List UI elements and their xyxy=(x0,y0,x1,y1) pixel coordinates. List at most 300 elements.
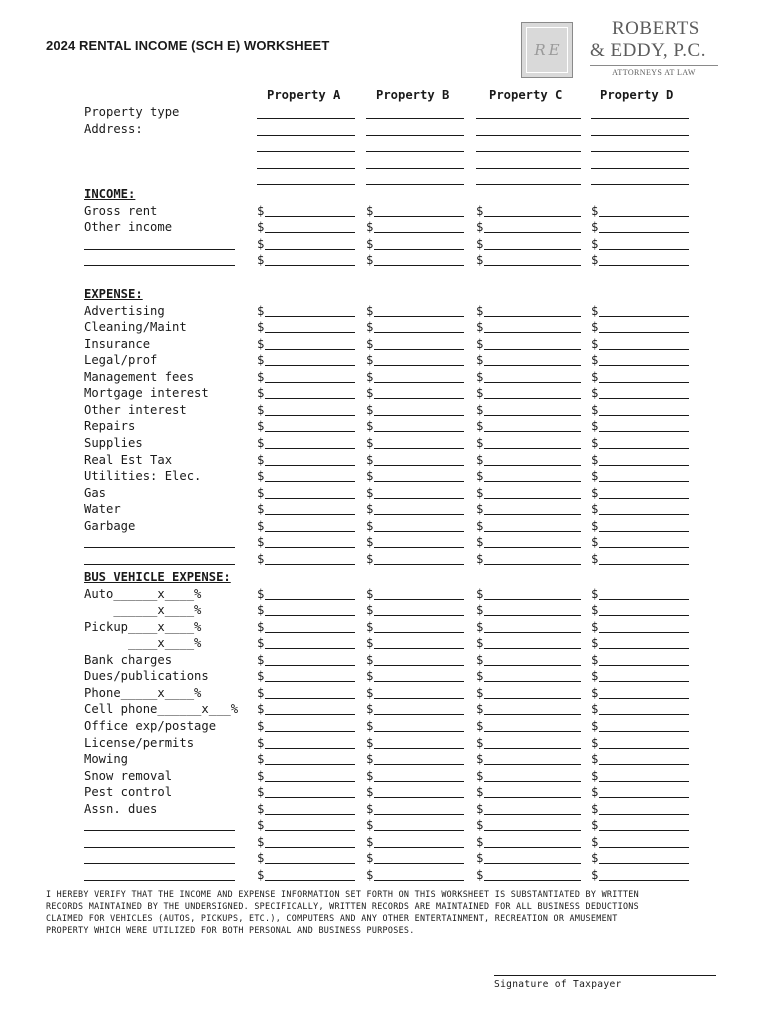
amount-field-property-b[interactable] xyxy=(366,304,373,318)
amount-underline xyxy=(484,415,581,416)
currency-symbol: $ xyxy=(366,419,374,434)
amount-underline xyxy=(599,514,689,515)
amount-field-property-b[interactable] xyxy=(366,785,373,799)
amount-field-property-d[interactable] xyxy=(591,851,598,865)
amount-field-property-c[interactable] xyxy=(476,469,483,483)
amount-field-property-b[interactable] xyxy=(366,686,373,700)
amount-field-property-b[interactable] xyxy=(366,868,373,882)
amount-underline xyxy=(265,232,355,233)
amount-field-property-c[interactable] xyxy=(476,785,483,799)
property-c-info-line[interactable] xyxy=(476,168,581,169)
currency-symbol: $ xyxy=(366,669,374,684)
currency-symbol: $ xyxy=(476,768,484,783)
amount-field-property-d[interactable] xyxy=(591,370,598,384)
property-a-info-line[interactable] xyxy=(257,168,355,169)
amount-underline xyxy=(374,265,464,266)
amount-field-property-a[interactable] xyxy=(257,587,264,601)
currency-symbol: $ xyxy=(591,452,599,467)
currency-symbol: $ xyxy=(257,336,265,351)
amount-underline xyxy=(484,880,581,881)
amount-field-property-a[interactable] xyxy=(257,486,264,500)
amount-underline xyxy=(265,764,355,765)
amount-field-property-a[interactable] xyxy=(257,752,264,766)
amount-field-property-c[interactable] xyxy=(476,818,483,832)
amount-underline xyxy=(265,365,355,366)
amount-field-property-a[interactable] xyxy=(257,603,264,617)
amount-field-property-b[interactable] xyxy=(366,453,373,467)
amount-field-property-b[interactable] xyxy=(366,353,373,367)
amount-underline xyxy=(484,681,581,682)
amount-field-property-c[interactable] xyxy=(476,486,483,500)
amount-underline xyxy=(484,847,581,848)
amount-field-property-a[interactable] xyxy=(257,469,264,483)
amount-field-property-d[interactable] xyxy=(591,469,598,483)
currency-symbol: $ xyxy=(476,551,484,566)
amount-field-property-b[interactable] xyxy=(366,502,373,516)
vehicle-expense-heading: BUS VEHICLE EXPENSE: xyxy=(84,570,231,584)
amount-underline xyxy=(265,814,355,815)
amount-field-property-c[interactable] xyxy=(476,436,483,450)
currency-symbol: $ xyxy=(257,303,265,318)
row-label: Water xyxy=(84,502,121,517)
amount-field-property-b[interactable] xyxy=(366,851,373,865)
custom-label-line[interactable] xyxy=(84,830,235,831)
amount-field-property-b[interactable] xyxy=(366,237,373,251)
amount-field-property-d[interactable] xyxy=(591,253,598,267)
amount-field-property-b[interactable] xyxy=(366,320,373,334)
currency-symbol: $ xyxy=(257,220,265,235)
currency-symbol: $ xyxy=(257,485,265,500)
currency-symbol: $ xyxy=(366,586,374,601)
amount-field-property-d[interactable] xyxy=(591,337,598,351)
amount-field-property-c[interactable] xyxy=(476,502,483,516)
amount-field-property-c[interactable] xyxy=(476,453,483,467)
amount-field-property-b[interactable] xyxy=(366,337,373,351)
currency-symbol: $ xyxy=(366,718,374,733)
amount-field-property-a[interactable] xyxy=(257,353,264,367)
amount-field-property-d[interactable] xyxy=(591,320,598,334)
amount-field-property-a[interactable] xyxy=(257,204,264,218)
amount-field-property-b[interactable] xyxy=(366,436,373,450)
amount-field-property-a[interactable] xyxy=(257,802,264,816)
amount-field-property-a[interactable] xyxy=(257,868,264,882)
currency-symbol: $ xyxy=(591,369,599,384)
amount-field-property-d[interactable] xyxy=(591,702,598,716)
custom-label-line[interactable] xyxy=(84,547,235,548)
currency-symbol: $ xyxy=(476,320,484,335)
amount-field-property-b[interactable] xyxy=(366,702,373,716)
custom-label-line[interactable] xyxy=(84,249,235,250)
property-d-info-line[interactable] xyxy=(591,184,689,185)
amount-field-property-a[interactable] xyxy=(257,818,264,832)
amount-underline xyxy=(484,714,581,715)
amount-field-property-d[interactable] xyxy=(591,620,598,634)
amount-underline xyxy=(265,599,355,600)
amount-field-property-a[interactable] xyxy=(257,386,264,400)
amount-field-property-a[interactable] xyxy=(257,636,264,650)
amount-field-property-b[interactable] xyxy=(366,587,373,601)
amount-field-property-c[interactable] xyxy=(476,752,483,766)
amount-field-property-d[interactable] xyxy=(591,353,598,367)
property-b-info-line[interactable] xyxy=(366,168,464,169)
amount-field-property-b[interactable] xyxy=(366,669,373,683)
amount-underline xyxy=(599,481,689,482)
amount-field-property-d[interactable] xyxy=(591,403,598,417)
currency-symbol: $ xyxy=(476,867,484,882)
amount-underline xyxy=(265,880,355,881)
amount-field-property-b[interactable] xyxy=(366,535,373,549)
property-a-info-line[interactable] xyxy=(257,151,355,152)
property-a-info-line[interactable] xyxy=(257,135,355,136)
currency-symbol: $ xyxy=(257,518,265,533)
amount-field-property-c[interactable] xyxy=(476,851,483,865)
amount-field-property-a[interactable] xyxy=(257,653,264,667)
amount-field-property-c[interactable] xyxy=(476,253,483,267)
amount-underline xyxy=(599,814,689,815)
amount-field-property-b[interactable] xyxy=(366,653,373,667)
amount-field-property-a[interactable] xyxy=(257,769,264,783)
amount-field-property-c[interactable] xyxy=(476,636,483,650)
amount-field-property-c[interactable] xyxy=(476,802,483,816)
amount-underline xyxy=(599,698,689,699)
amount-field-property-d[interactable] xyxy=(591,502,598,516)
amount-field-property-d[interactable] xyxy=(591,736,598,750)
amount-underline xyxy=(599,531,689,532)
amount-field-property-c[interactable] xyxy=(476,204,483,218)
amount-field-property-c[interactable] xyxy=(476,403,483,417)
property-a-info-line[interactable] xyxy=(257,118,355,119)
amount-field-property-c[interactable] xyxy=(476,620,483,634)
amount-field-property-b[interactable] xyxy=(366,736,373,750)
amount-underline xyxy=(374,216,464,217)
property-c-info-line[interactable] xyxy=(476,135,581,136)
amount-underline xyxy=(374,249,464,250)
amount-underline xyxy=(374,365,464,366)
amount-field-property-d[interactable] xyxy=(591,204,598,218)
currency-symbol: $ xyxy=(366,435,374,450)
currency-symbol: $ xyxy=(476,353,484,368)
amount-field-property-b[interactable] xyxy=(366,204,373,218)
amount-underline xyxy=(484,531,581,532)
currency-symbol: $ xyxy=(366,220,374,235)
amount-field-property-a[interactable] xyxy=(257,702,264,716)
amount-field-property-b[interactable] xyxy=(366,469,373,483)
property-d-info-line[interactable] xyxy=(591,135,689,136)
amount-field-property-c[interactable] xyxy=(476,519,483,533)
amount-underline xyxy=(599,830,689,831)
amount-field-property-c[interactable] xyxy=(476,386,483,400)
amount-field-property-c[interactable] xyxy=(476,653,483,667)
amount-field-property-d[interactable] xyxy=(591,453,598,467)
custom-label-line[interactable] xyxy=(84,863,235,864)
property-c-info-line[interactable] xyxy=(476,151,581,152)
currency-symbol: $ xyxy=(476,419,484,434)
amount-field-property-b[interactable] xyxy=(366,519,373,533)
amount-underline xyxy=(484,316,581,317)
amount-field-property-a[interactable] xyxy=(257,304,264,318)
property-c-info-line[interactable] xyxy=(476,184,581,185)
amount-field-property-b[interactable] xyxy=(366,620,373,634)
amount-field-property-c[interactable] xyxy=(476,419,483,433)
amount-field-property-a[interactable] xyxy=(257,719,264,733)
amount-underline xyxy=(265,632,355,633)
amount-field-property-d[interactable] xyxy=(591,535,598,549)
amount-field-property-d[interactable] xyxy=(591,752,598,766)
currency-symbol: $ xyxy=(366,402,374,417)
amount-field-property-c[interactable] xyxy=(476,686,483,700)
amount-field-property-c[interactable] xyxy=(476,868,483,882)
amount-field-property-a[interactable] xyxy=(257,851,264,865)
amount-underline xyxy=(484,465,581,466)
amount-field-property-a[interactable] xyxy=(257,519,264,533)
amount-field-property-a[interactable] xyxy=(257,320,264,334)
amount-field-property-b[interactable] xyxy=(366,486,373,500)
currency-symbol: $ xyxy=(476,452,484,467)
amount-field-property-a[interactable] xyxy=(257,220,264,234)
amount-field-property-c[interactable] xyxy=(476,337,483,351)
amount-field-property-d[interactable] xyxy=(591,835,598,849)
amount-field-property-d[interactable] xyxy=(591,304,598,318)
amount-field-property-c[interactable] xyxy=(476,304,483,318)
currency-symbol: $ xyxy=(257,851,265,866)
amount-field-property-d[interactable] xyxy=(591,519,598,533)
amount-field-property-d[interactable] xyxy=(591,802,598,816)
row-label: Insurance xyxy=(84,336,151,351)
row-label: ____x____% xyxy=(84,636,202,651)
amount-field-property-c[interactable] xyxy=(476,370,483,384)
amount-field-property-d[interactable] xyxy=(591,419,598,433)
currency-symbol: $ xyxy=(476,801,484,816)
property-a-info-line[interactable] xyxy=(257,184,355,185)
amount-field-property-c[interactable] xyxy=(476,353,483,367)
amount-field-property-b[interactable] xyxy=(366,818,373,832)
currency-symbol: $ xyxy=(257,652,265,667)
amount-field-property-c[interactable] xyxy=(476,535,483,549)
amount-field-property-b[interactable] xyxy=(366,552,373,566)
amount-field-property-a[interactable] xyxy=(257,237,264,251)
custom-label-line[interactable] xyxy=(84,880,235,881)
amount-field-property-c[interactable] xyxy=(476,669,483,683)
property-b-info-line[interactable] xyxy=(366,135,464,136)
amount-field-property-a[interactable] xyxy=(257,253,264,267)
custom-label-line[interactable] xyxy=(84,847,235,848)
amount-field-property-c[interactable] xyxy=(476,736,483,750)
amount-field-property-b[interactable] xyxy=(366,253,373,267)
row-label: Other income xyxy=(84,220,173,235)
amount-field-property-d[interactable] xyxy=(591,436,598,450)
amount-underline xyxy=(265,216,355,217)
property-b-info-line[interactable] xyxy=(366,118,464,119)
row-label: Pickup____x____% xyxy=(84,619,202,634)
amount-underline xyxy=(484,216,581,217)
amount-underline xyxy=(265,249,355,250)
currency-symbol: $ xyxy=(591,818,599,833)
currency-symbol: $ xyxy=(366,785,374,800)
amount-field-property-c[interactable] xyxy=(476,220,483,234)
amount-underline xyxy=(374,431,464,432)
amount-field-property-c[interactable] xyxy=(476,237,483,251)
signature-line[interactable] xyxy=(494,975,716,976)
amount-field-property-d[interactable] xyxy=(591,603,598,617)
amount-field-property-d[interactable] xyxy=(591,785,598,799)
currency-symbol: $ xyxy=(591,236,599,251)
firm-name-line1: ROBERTS xyxy=(612,18,700,39)
amount-field-property-b[interactable] xyxy=(366,719,373,733)
amount-underline xyxy=(265,498,355,499)
currency-symbol: $ xyxy=(476,752,484,767)
row-label: Pest control xyxy=(84,785,173,800)
amount-underline xyxy=(265,781,355,782)
amount-field-property-a[interactable] xyxy=(257,686,264,700)
currency-symbol: $ xyxy=(257,768,265,783)
amount-field-property-d[interactable] xyxy=(591,719,598,733)
amount-field-property-a[interactable] xyxy=(257,419,264,433)
amount-field-property-c[interactable] xyxy=(476,603,483,617)
currency-symbol: $ xyxy=(591,535,599,550)
amount-field-property-c[interactable] xyxy=(476,719,483,733)
amount-underline xyxy=(484,349,581,350)
amount-underline xyxy=(599,797,689,798)
amount-field-property-d[interactable] xyxy=(591,769,598,783)
currency-symbol: $ xyxy=(366,735,374,750)
currency-symbol: $ xyxy=(476,652,484,667)
amount-field-property-d[interactable] xyxy=(591,686,598,700)
amount-field-property-c[interactable] xyxy=(476,320,483,334)
amount-field-property-b[interactable] xyxy=(366,220,373,234)
amount-field-property-b[interactable] xyxy=(366,386,373,400)
amount-underline xyxy=(374,232,464,233)
amount-field-property-a[interactable] xyxy=(257,669,264,683)
amount-field-property-a[interactable] xyxy=(257,436,264,450)
property-b-info-line[interactable] xyxy=(366,184,464,185)
amount-field-property-b[interactable] xyxy=(366,802,373,816)
currency-symbol: $ xyxy=(257,801,265,816)
amount-underline xyxy=(265,564,355,565)
amount-field-property-b[interactable] xyxy=(366,769,373,783)
amount-field-property-d[interactable] xyxy=(591,220,598,234)
amount-field-property-a[interactable] xyxy=(257,785,264,799)
currency-symbol: $ xyxy=(366,867,374,882)
amount-underline xyxy=(599,398,689,399)
amount-field-property-c[interactable] xyxy=(476,552,483,566)
amount-field-property-b[interactable] xyxy=(366,370,373,384)
amount-field-property-a[interactable] xyxy=(257,337,264,351)
property-d-info-line[interactable] xyxy=(591,168,689,169)
column-header-property-d: Property D xyxy=(600,88,674,102)
currency-symbol: $ xyxy=(591,203,599,218)
property-b-info-line[interactable] xyxy=(366,151,464,152)
amount-underline xyxy=(265,481,355,482)
amount-underline xyxy=(374,531,464,532)
amount-underline xyxy=(374,448,464,449)
amount-underline xyxy=(265,797,355,798)
amount-field-property-a[interactable] xyxy=(257,535,264,549)
currency-symbol: $ xyxy=(257,551,265,566)
currency-symbol: $ xyxy=(591,851,599,866)
currency-symbol: $ xyxy=(476,369,484,384)
amount-underline xyxy=(265,731,355,732)
amount-field-property-d[interactable] xyxy=(591,636,598,650)
firm-name-line2: & EDDY, P.C. xyxy=(590,40,706,61)
amount-field-property-a[interactable] xyxy=(257,552,264,566)
firm-divider xyxy=(590,65,718,66)
currency-symbol: $ xyxy=(591,586,599,601)
custom-label-line[interactable] xyxy=(84,564,235,565)
property-d-info-line[interactable] xyxy=(591,151,689,152)
amount-field-property-b[interactable] xyxy=(366,403,373,417)
amount-field-property-b[interactable] xyxy=(366,603,373,617)
amount-field-property-a[interactable] xyxy=(257,403,264,417)
amount-underline xyxy=(599,365,689,366)
amount-field-property-d[interactable] xyxy=(591,486,598,500)
amount-underline xyxy=(265,382,355,383)
currency-symbol: $ xyxy=(366,851,374,866)
currency-symbol: $ xyxy=(257,636,265,651)
amount-field-property-a[interactable] xyxy=(257,736,264,750)
amount-underline xyxy=(265,748,355,749)
amount-underline xyxy=(599,349,689,350)
amount-field-property-d[interactable] xyxy=(591,552,598,566)
amount-field-property-d[interactable] xyxy=(591,669,598,683)
amount-underline xyxy=(484,599,581,600)
row-label: License/permits xyxy=(84,735,195,750)
amount-underline xyxy=(265,265,355,266)
amount-underline xyxy=(265,714,355,715)
amount-field-property-d[interactable] xyxy=(591,237,598,251)
currency-symbol: $ xyxy=(591,834,599,849)
custom-label-line[interactable] xyxy=(84,265,235,266)
amount-underline xyxy=(374,880,464,881)
currency-symbol: $ xyxy=(366,818,374,833)
amount-underline xyxy=(484,448,581,449)
amount-field-property-a[interactable] xyxy=(257,502,264,516)
amount-underline xyxy=(265,531,355,532)
amount-field-property-a[interactable] xyxy=(257,453,264,467)
amount-field-property-a[interactable] xyxy=(257,620,264,634)
amount-field-property-c[interactable] xyxy=(476,835,483,849)
amount-field-property-b[interactable] xyxy=(366,419,373,433)
row-label: Garbage xyxy=(84,518,136,533)
amount-field-property-c[interactable] xyxy=(476,702,483,716)
currency-symbol: $ xyxy=(257,586,265,601)
amount-field-property-c[interactable] xyxy=(476,587,483,601)
amount-field-property-d[interactable] xyxy=(591,868,598,882)
amount-field-property-b[interactable] xyxy=(366,752,373,766)
amount-field-property-d[interactable] xyxy=(591,386,598,400)
amount-underline xyxy=(484,332,581,333)
amount-field-property-d[interactable] xyxy=(591,653,598,667)
currency-symbol: $ xyxy=(366,203,374,218)
amount-underline xyxy=(599,880,689,881)
amount-underline xyxy=(599,648,689,649)
currency-symbol: $ xyxy=(476,603,484,618)
amount-field-property-b[interactable] xyxy=(366,835,373,849)
amount-field-property-a[interactable] xyxy=(257,370,264,384)
amount-underline xyxy=(484,648,581,649)
property-c-info-line[interactable] xyxy=(476,118,581,119)
currency-symbol: $ xyxy=(366,603,374,618)
amount-field-property-a[interactable] xyxy=(257,835,264,849)
amount-field-property-c[interactable] xyxy=(476,769,483,783)
property-d-info-line[interactable] xyxy=(591,118,689,119)
amount-field-property-d[interactable] xyxy=(591,587,598,601)
currency-symbol: $ xyxy=(476,735,484,750)
amount-field-property-d[interactable] xyxy=(591,818,598,832)
amount-underline xyxy=(599,615,689,616)
amount-field-property-b[interactable] xyxy=(366,636,373,650)
currency-symbol: $ xyxy=(257,253,265,268)
signature-label: Signature of Taxpayer xyxy=(494,979,622,990)
